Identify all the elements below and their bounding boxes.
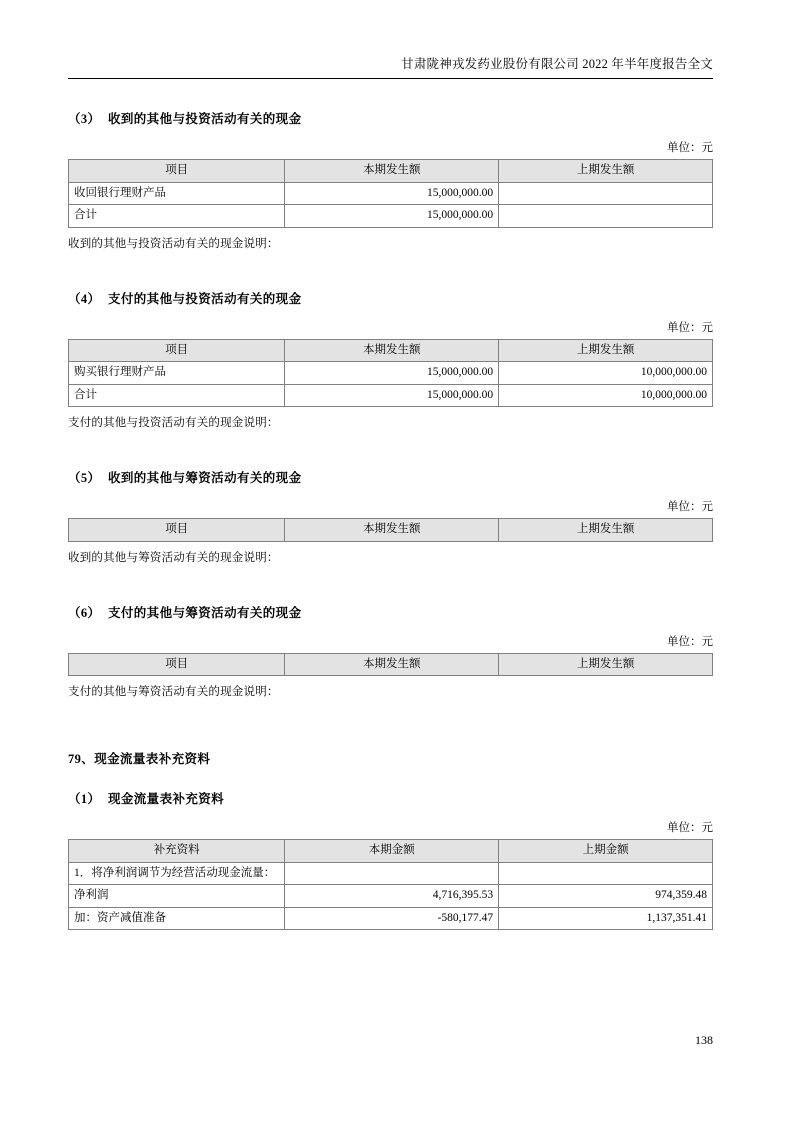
page-number: 138 <box>695 1033 713 1047</box>
table-row <box>69 862 713 885</box>
unit-label-4: 单位：元 <box>667 321 713 334</box>
table-header-row <box>69 339 713 362</box>
unit-label-5: 单位：元 <box>667 501 713 514</box>
section-number-5: （5） <box>68 471 101 486</box>
row-previous-value: 10,000,000.00 <box>499 384 713 407</box>
page-header <box>68 0 713 79</box>
spacer <box>68 737 713 749</box>
section-number-6: （6） <box>68 605 101 620</box>
row-item-label: 购买银行理财产品 <box>69 362 285 385</box>
column-header-item: 补充资料 <box>69 840 285 863</box>
spacer <box>68 565 713 603</box>
table-cash-flow-supplementary <box>68 839 713 930</box>
spacer <box>68 79 713 109</box>
row-current-value: 4,716,395.53 <box>285 885 499 908</box>
note-text-5: 收到的其他与筹资活动有关的现金说明： <box>68 551 279 564</box>
row-previous-value: 974,359.48 <box>499 885 713 908</box>
column-header-current: 本期发生额 <box>285 519 499 542</box>
row-previous-value: 1,137,351.41 <box>499 907 713 930</box>
row-previous-value: 10,000,000.00 <box>499 362 713 385</box>
section-heading-4 <box>68 289 713 307</box>
row-previous-value <box>499 205 713 228</box>
table-row <box>69 205 713 228</box>
table-row <box>69 907 713 930</box>
table-row <box>69 182 713 205</box>
table-row <box>69 384 713 407</box>
column-header-current: 本期发生额 <box>285 339 499 362</box>
row-current-value: 15,000,000.00 <box>285 384 499 407</box>
section-heading-6 <box>68 603 713 621</box>
section-title-4: 支付的其他与投资活动有关的现金 <box>107 291 302 306</box>
section-heading-5 <box>68 468 713 486</box>
column-header-item: 项目 <box>69 653 285 676</box>
column-header-previous: 上期发生额 <box>499 653 713 676</box>
row-item-label: 净利润 <box>69 885 285 908</box>
header-company-line: 甘肃陇神戎发药业股份有限公司 2022 年半年度报告全文 <box>401 57 713 71</box>
column-header-item: 项目 <box>69 160 285 183</box>
note-text-3: 收到的其他与投资活动有关的现金说明： <box>68 237 279 250</box>
section-number-79-1: （1） <box>68 792 101 807</box>
table-header-row <box>69 160 713 183</box>
section-number-4: （4） <box>68 291 101 306</box>
section-title-6: 支付的其他与筹资活动有关的现金 <box>107 605 302 620</box>
table-header-row <box>69 653 713 676</box>
row-current-value: 15,000,000.00 <box>285 182 499 205</box>
column-header-previous: 上期发生额 <box>499 339 713 362</box>
spacer <box>68 699 713 737</box>
row-previous-value <box>499 182 713 205</box>
note-text-6: 支付的其他与筹资活动有关的现金说明： <box>68 686 279 699</box>
unit-label-79-1: 单位：元 <box>667 822 713 835</box>
row-item-label: 合计 <box>69 384 285 407</box>
table-other-cash-received-financing <box>68 518 713 542</box>
column-header-item: 项目 <box>69 519 285 542</box>
row-current-value: 15,000,000.00 <box>285 205 499 228</box>
table-header-row <box>69 840 713 863</box>
row-item-label: 合计 <box>69 205 285 228</box>
column-header-current: 本期金额 <box>285 840 499 863</box>
spacer <box>68 430 713 468</box>
spacer <box>68 251 713 289</box>
row-item-label: 收回银行理财产品 <box>69 182 285 205</box>
column-header-previous: 上期发生额 <box>499 160 713 183</box>
row-current-value: -580,177.47 <box>285 907 499 930</box>
column-header-item: 项目 <box>69 339 285 362</box>
table-other-cash-paid-financing <box>68 653 713 677</box>
column-header-previous: 上期金额 <box>499 840 713 863</box>
section-title-79-1: 现金流量表补充资料 <box>107 792 225 807</box>
unit-label-6: 单位：元 <box>667 635 713 648</box>
note-text-4: 支付的其他与投资活动有关的现金说明： <box>68 417 279 430</box>
row-item-label: 1．将净利润调节为经营活动现金流量： <box>69 862 285 885</box>
section-title-3: 收到的其他与投资活动有关的现金 <box>107 112 302 126</box>
row-current-value <box>285 862 499 885</box>
section-heading-3 <box>68 109 713 127</box>
unit-label-3: 单位：元 <box>667 142 713 154</box>
section-number-3: （3） <box>68 112 101 126</box>
spacer <box>68 767 713 789</box>
row-item-label: 加：资产减值准备 <box>69 907 285 930</box>
column-header-current: 本期发生额 <box>285 653 499 676</box>
table-header-row <box>69 519 713 542</box>
section-heading-79: 79、现金流量表补充资料 <box>68 752 211 767</box>
table-other-cash-paid-investing <box>68 339 713 408</box>
table-other-cash-received-investing <box>68 159 713 228</box>
column-header-previous: 上期发生额 <box>499 519 713 542</box>
table-row <box>69 362 713 385</box>
row-previous-value <box>499 862 713 885</box>
section-title-5: 收到的其他与筹资活动有关的现金 <box>107 471 302 486</box>
section-heading-79-1 <box>68 789 713 807</box>
page-content <box>68 0 713 930</box>
column-header-current: 本期发生额 <box>285 160 499 183</box>
table-row <box>69 885 713 908</box>
row-current-value: 15,000,000.00 <box>285 362 499 385</box>
